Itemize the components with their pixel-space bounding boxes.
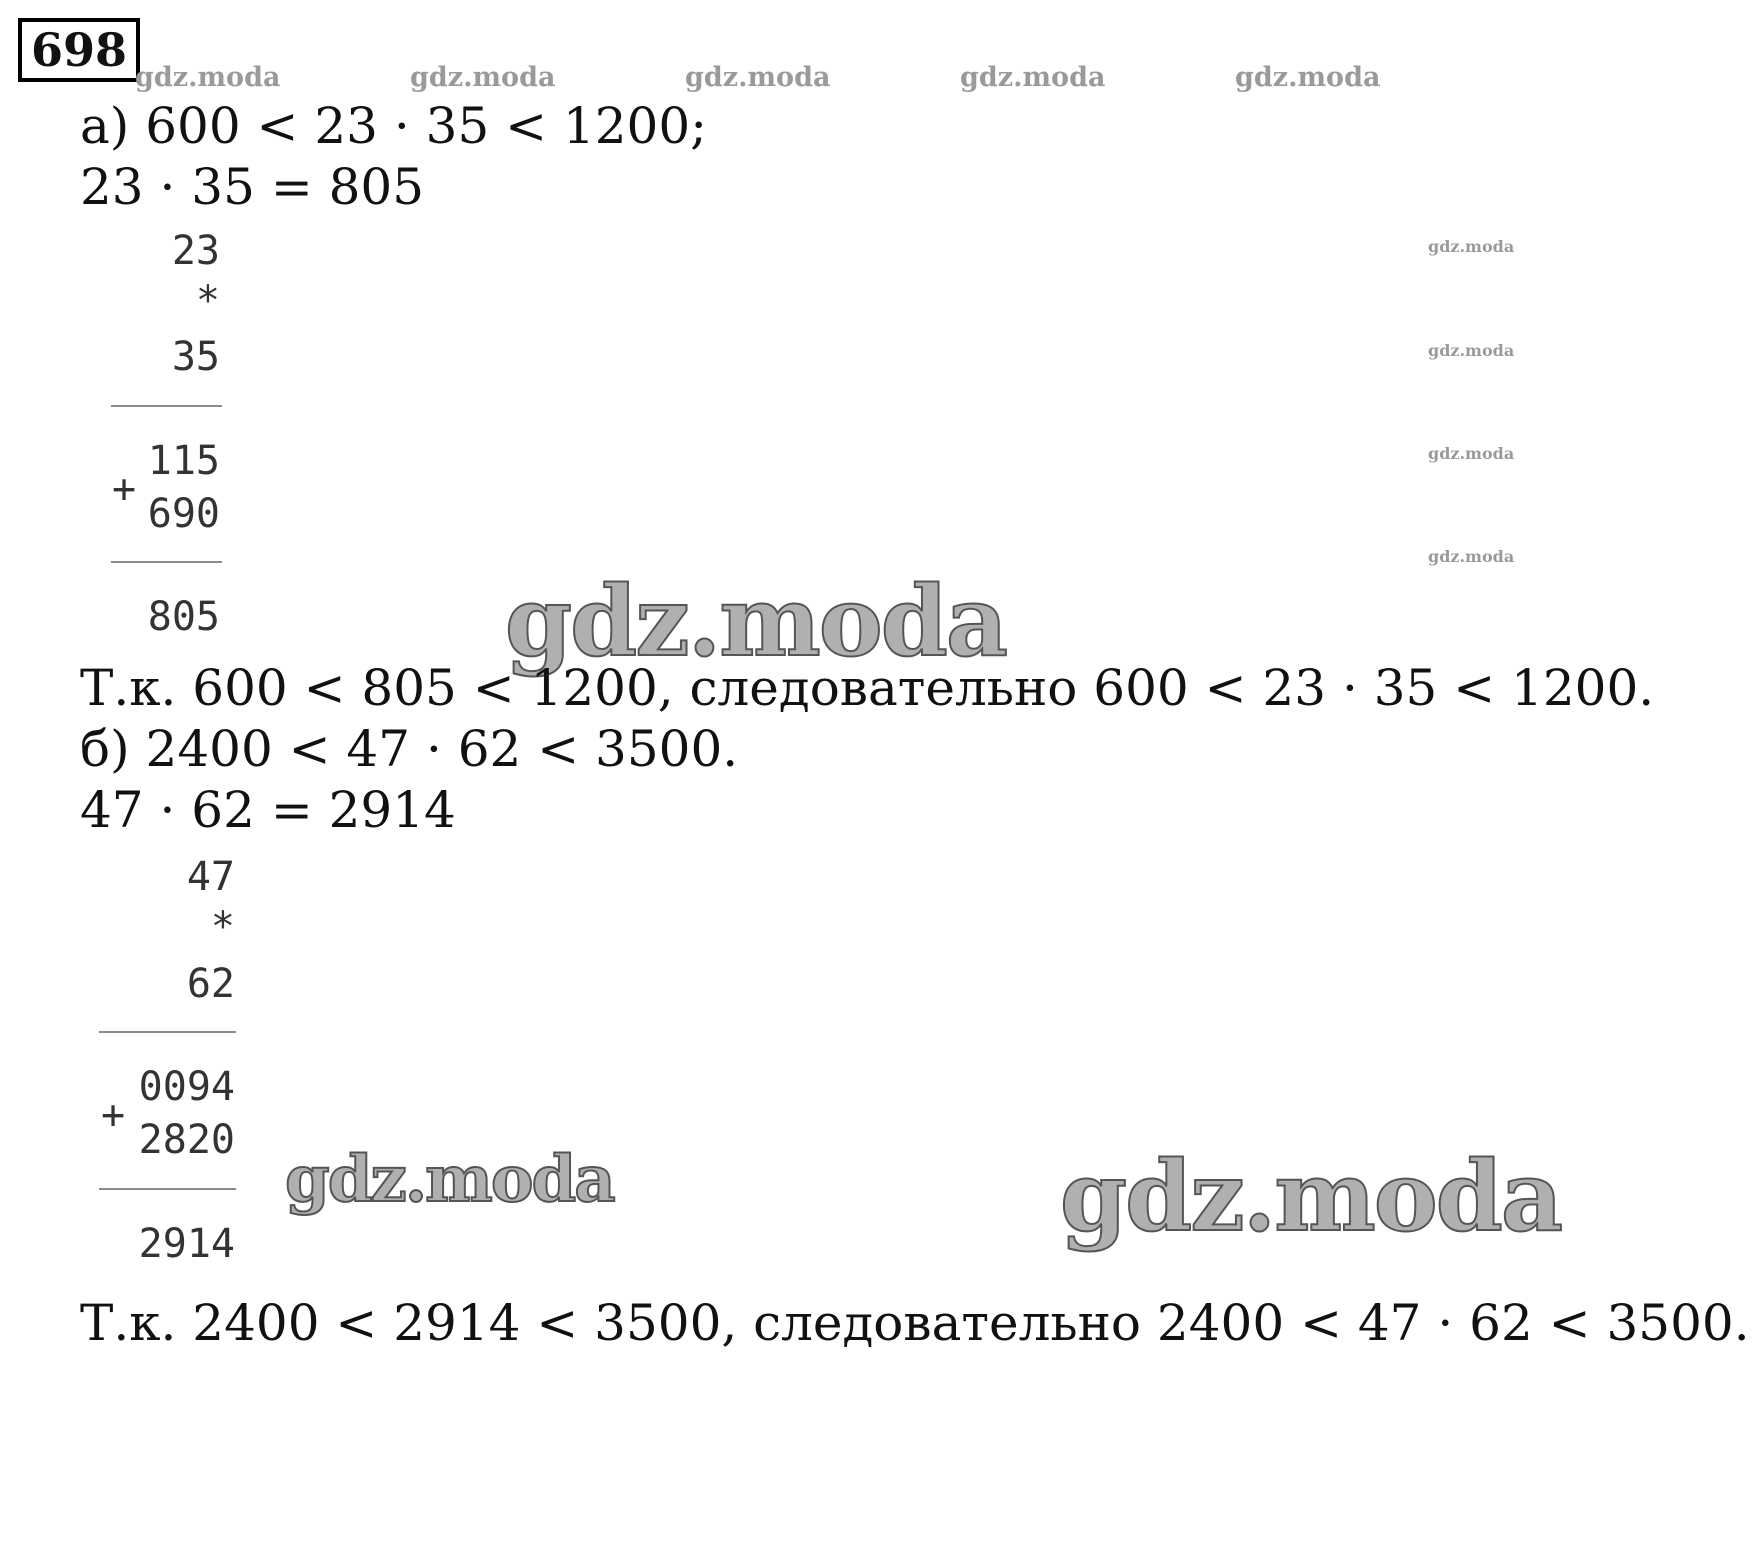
partial-product-1: 0094: [138, 1064, 235, 1110]
watermark: gdz.moda: [685, 62, 831, 93]
part-a-statement: а) 600 < 23 · 35 < 1200;: [80, 97, 708, 155]
watermark-large: gdz.moda: [1060, 1140, 1562, 1253]
plus-sign: +: [101, 1092, 126, 1138]
problem-number: 698: [18, 18, 140, 82]
partial-product-2: 690: [147, 491, 220, 537]
divider-line: [111, 561, 222, 563]
part-b-statement: б) 2400 < 47 · 62 < 3500.: [80, 720, 739, 778]
product-result: 805: [147, 594, 220, 640]
partial-product-2: 2820: [138, 1117, 235, 1163]
part-a-equation: 23 · 35 = 805: [80, 158, 425, 216]
watermark: gdz.moda: [1428, 547, 1515, 566]
plus-sign: +: [112, 466, 137, 512]
multiplier: 62: [186, 961, 235, 1007]
partial-product-1: 115: [147, 438, 220, 484]
watermark: gdz.moda: [1428, 237, 1515, 256]
multiplicand: 47: [186, 854, 235, 900]
divider-line: [99, 1188, 236, 1190]
watermark-large: gdz.moda: [505, 565, 1007, 678]
multiplicand: 23: [171, 228, 220, 274]
watermark: gdz.moda: [410, 62, 556, 93]
product-result: 2914: [138, 1221, 235, 1267]
watermark: gdz.moda: [135, 62, 281, 93]
multiply-operator: *: [195, 278, 220, 324]
divider-line: [99, 1031, 236, 1033]
multiplier: 35: [171, 334, 220, 380]
watermark: gdz.moda: [1428, 444, 1515, 463]
watermark-large: gdz.moda: [285, 1142, 614, 1217]
divider-line: [111, 405, 222, 407]
part-b-conclusion: Т.к. 2400 < 2914 < 3500, следовательно 2400 < 47 · 62 < 3500.: [80, 1294, 1750, 1352]
multiply-operator: *: [210, 904, 235, 950]
part-b-equation: 47 · 62 = 2914: [80, 781, 456, 839]
watermark: gdz.moda: [1235, 62, 1381, 93]
watermark: gdz.moda: [1428, 341, 1515, 360]
watermark: gdz.moda: [960, 62, 1106, 93]
part-a-conclusion: Т.к. 600 < 805 < 1200, следовательно 600 < 23 · 35 < 1200.: [80, 659, 1655, 717]
